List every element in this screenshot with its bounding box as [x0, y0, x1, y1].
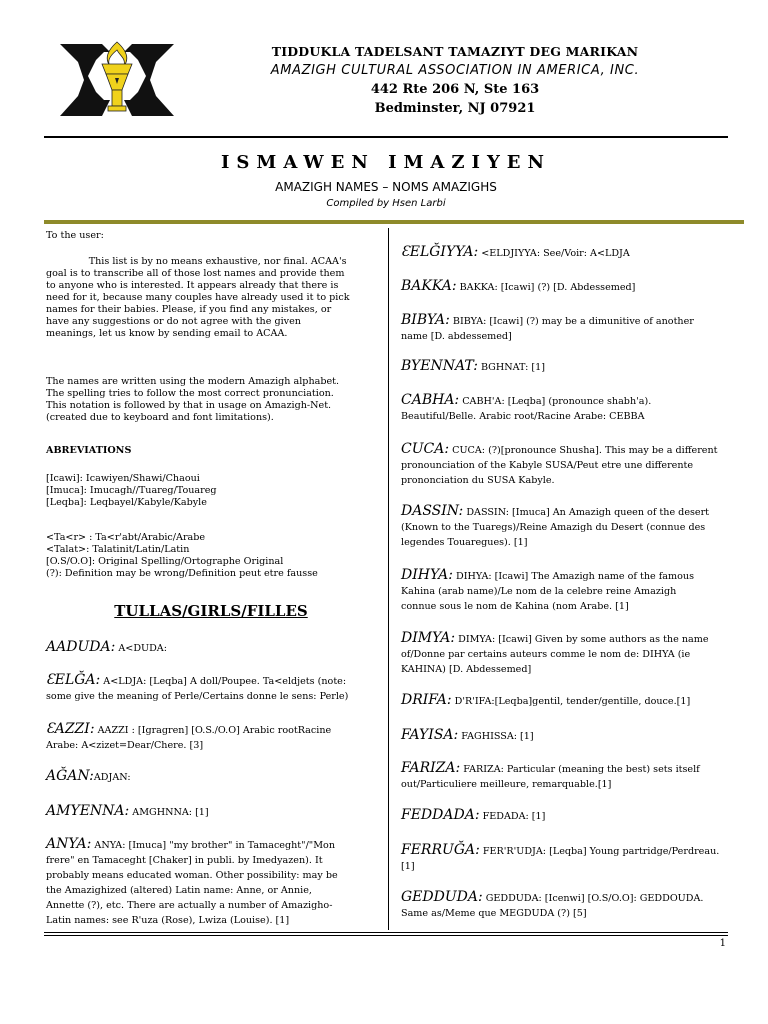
name-entry — [401, 504, 731, 550]
entry-text: frere" en Tamaceght [Chaker] in publi. by Imedyazen). It — [46, 855, 323, 866]
text-line: The names are written using the modern Amazigh alphabet. — [46, 376, 340, 387]
intro-paragraph-2 — [46, 376, 376, 424]
abbreviation-line: [Leqba]: Leqbayel/Kabyle/Kabyle — [46, 497, 207, 508]
intro-paragraph-1 — [46, 256, 376, 340]
organization-name: TIDDUKLA TADELSANT TAMAZIΥT DEG MARIKAN — [271, 44, 639, 59]
name-entry — [401, 761, 731, 792]
document-subtitle: AMAZIGH NAMES – NOMS AMAZIGHS — [275, 180, 497, 194]
entry-name: ANYA: — [46, 836, 92, 852]
abbreviations-heading: ABREVIATIONS — [46, 445, 132, 456]
girls-section-heading: TULLAS/GIRLS/FILLES — [114, 602, 308, 620]
entry-text: AAZZI : [Igragren] [O.S./O.O] Arabic rootRacine — [94, 725, 332, 736]
entry-text: A<LDJA: [Leqba] A doll/Poupee. Ta<eldjets (note: — [100, 676, 347, 687]
address-line-2: Bedminster, NJ 07921 — [374, 101, 536, 116]
entry-text: AMGHNNA: [1] — [129, 807, 209, 818]
name-entry — [46, 722, 380, 753]
entry-text: BGHNAT: [1] — [477, 362, 545, 373]
name-entry — [401, 393, 731, 424]
page-number: 1 — [719, 938, 726, 949]
entry-text: prononciation du SUSA Kabyle. — [401, 475, 555, 486]
entry-text: GEDDUDA: [Icenwi] [O.S/O.O]: GEDDOUDA. — [482, 893, 704, 904]
name-entry — [401, 279, 731, 295]
text-line: have any suggestions or do not agree with the given — [46, 316, 301, 327]
header-divider — [44, 136, 728, 138]
acaa-logo — [58, 38, 176, 122]
abbreviations-list-2 — [46, 532, 376, 580]
entry-name: FAYISA: — [401, 727, 459, 743]
entry-name: DRIFA: — [401, 692, 452, 708]
name-entry — [401, 843, 731, 874]
entry-name: DIMYA: — [401, 630, 456, 646]
entry-text: probably means educated woman. Other possibility: may be — [46, 870, 338, 881]
entry-name: BIBYA: — [401, 312, 450, 328]
entry-text: DIHYA: [Icawi] The Amazigh name of the famous — [452, 571, 694, 582]
entry-text: Latin names: see R'uza (Rose), Lwiza (Louise). [1] — [46, 915, 290, 926]
text-line: need for it, because many couples have already used it to pick — [46, 292, 350, 303]
footer-divider-secondary — [44, 935, 728, 936]
entry-name: ƐELĞIYYA: — [401, 244, 479, 260]
entry-name: AĞAN: — [46, 768, 94, 784]
compiled-by: Compiled by Hsen Larbi — [326, 198, 446, 209]
entry-name: DASSIN: — [401, 503, 464, 519]
name-entry — [401, 359, 731, 375]
entry-name: ƐELĞA: — [46, 672, 101, 688]
entry-text: BIBYA: [Icawi] (?) may be a dimunitive of another — [449, 316, 694, 327]
text-line: meanings, let us know by sending email to ACAA. — [46, 328, 288, 339]
name-entry — [46, 640, 380, 656]
entry-text: FEDADA: [1] — [479, 811, 546, 822]
entry-name: GEDDUDA: — [401, 889, 483, 905]
entry-text: connue sous le nom de Kahina (nom Arabe. [1] — [401, 601, 629, 612]
entry-name: FARIZA: — [401, 760, 461, 776]
entry-text: FAGHISSA: [1] — [458, 731, 534, 742]
address-line-1: 442 Rte 206 N, Ste 163 — [370, 82, 540, 97]
entry-text: CABH'A: [Leqba] (pronounce shabh'a). — [459, 396, 652, 407]
entry-text: Beautiful/Belle. Arabic root/Racine Arabe: CEBBA — [401, 411, 645, 422]
entry-text: name [D. abdessemed] — [401, 331, 512, 342]
entry-text: pronounciation of the Kabyle SUSA/Peut etre une differente — [401, 460, 694, 471]
entry-text: some give the meaning of Perle/Certains donne le sens: Perle) — [46, 691, 349, 702]
entry-name: FERRUĞA: — [401, 842, 480, 858]
entry-text: D'R'IFA:[Leqba]gentil, tender/gentille, douce.[1] — [451, 696, 691, 707]
name-entry — [46, 804, 380, 820]
text-line: This list is by no means exhaustive, nor final. ACAA's — [46, 256, 347, 267]
entry-name: CABHA: — [401, 392, 460, 408]
organization-name-english: AMAZIGH CULTURAL ASSOCIATION IN AMERICA, INC. — [270, 63, 640, 78]
entry-name: BAKKA: — [401, 278, 457, 294]
footer-divider — [44, 932, 728, 933]
entry-text: <ELDJIYYA: See/Voir: A<LDJA — [478, 248, 630, 259]
column-divider — [388, 228, 389, 930]
name-entry — [46, 837, 380, 928]
entry-text: legendes Touaregues). [1] — [401, 537, 528, 548]
text-line: goal is to transcribe all of those lost names and provide them — [46, 268, 345, 279]
name-entry — [401, 808, 731, 824]
entry-text: BAKKA: [Icawi] (?) [D. Abdessemed] — [456, 282, 636, 293]
entry-text: ADJAN: — [93, 772, 131, 783]
abbreviation-line: [O.S/O.O]: Original Spelling/Ortographe Original — [46, 556, 284, 567]
entry-text: out/Particuliere meilleure, remarquable.[1] — [401, 779, 612, 790]
abbreviations-list-1 — [46, 473, 376, 509]
to-user-heading: To the user: — [46, 230, 104, 241]
name-entry — [401, 568, 731, 614]
name-entry — [401, 693, 731, 709]
entry-text: Annette (?), etc. There are actually a number of Amazigho- — [46, 900, 333, 911]
text-line: to anyone who is interested. It appears already that there is — [46, 280, 339, 291]
entry-text: A<DUDA: — [115, 643, 167, 654]
name-entry — [401, 631, 731, 677]
abbreviation-line: <Talat>: Talatinit/Latin/Latin — [46, 544, 190, 555]
entry-name: FEDDADA: — [401, 807, 480, 823]
entry-text: ANYA: [Imuca] "my brother" in Tamaceght"/"Mon — [91, 840, 335, 851]
text-line: The spelling tries to follow the most correct pronunciation. — [46, 388, 334, 399]
section-divider — [44, 220, 744, 224]
entry-name: CUCA: — [401, 441, 450, 457]
document-title: ISMAWEN IMAZIYEN — [221, 152, 551, 173]
name-entry — [401, 728, 731, 744]
name-entry — [401, 245, 731, 261]
abbreviation-line: (?): Definition may be wrong/Definition peut etre fausse — [46, 568, 318, 579]
entry-text: Arabe: A<zizet=Dear/Chere. [3] — [46, 740, 204, 751]
entry-text: FARIZA: Particular (meaning the best) sets itself — [460, 764, 700, 775]
name-entry — [46, 673, 380, 704]
entry-text: the Amazighized (altered) Latin name: Anne, or Annie, — [46, 885, 312, 896]
entry-name: AMYENNA: — [46, 803, 130, 819]
entry-text: DASSIN: [Imuca] An Amazigh queen of the desert — [463, 507, 710, 518]
entry-text: KAHINA) [D. Abdessemed] — [401, 664, 532, 675]
abbreviation-line: [Icawi]: Icawiyen/Shawi/Chaoui — [46, 473, 200, 484]
name-entry — [401, 313, 731, 344]
entry-text: (Known to the Tuaregs)/Reine Amazigh du Desert (connue des — [401, 522, 706, 533]
abbreviation-line: <Ta<r> : Ta<r'abt/Arabic/Arabe — [46, 532, 206, 543]
name-entry — [401, 890, 731, 921]
entry-text: Kahina (arab name)/Le nom de la celebre reine Amazigh — [401, 586, 677, 597]
entry-text: [1] — [401, 861, 415, 872]
entry-name: BYENNAT: — [401, 358, 478, 374]
entry-text: of/Donne par certains auteurs comme le nom de: DIHYA (ie — [401, 649, 691, 660]
text-line: names for their babies. Please, if you find any mistakes, or — [46, 304, 332, 315]
text-line: (created due to keyboard and font limitations). — [46, 412, 274, 423]
entry-text: DIMYA: [Icawi] Given by some authors as the name — [455, 634, 709, 645]
abbreviation-line: [Imuca]: Imucagh//Tuareg/Touareg — [46, 485, 217, 496]
entry-text: Same as/Meme que MEGDUDA (?) [5] — [401, 908, 587, 919]
name-entry — [46, 769, 380, 785]
text-line: This notation is followed by that in usage on Amazigh-Net. — [46, 400, 332, 411]
entry-name: AADUDA: — [46, 639, 116, 655]
entry-name: DIHYA: — [401, 567, 453, 583]
entry-name: ƐAZZI: — [46, 721, 95, 737]
entry-text: CUCA: (?)[pronounce Shusha]. This may be a different — [449, 445, 718, 456]
name-entry — [401, 442, 731, 488]
entry-text: FER'R'UDJA: [Leqba] Young partridge/Perdreau. — [479, 846, 720, 857]
